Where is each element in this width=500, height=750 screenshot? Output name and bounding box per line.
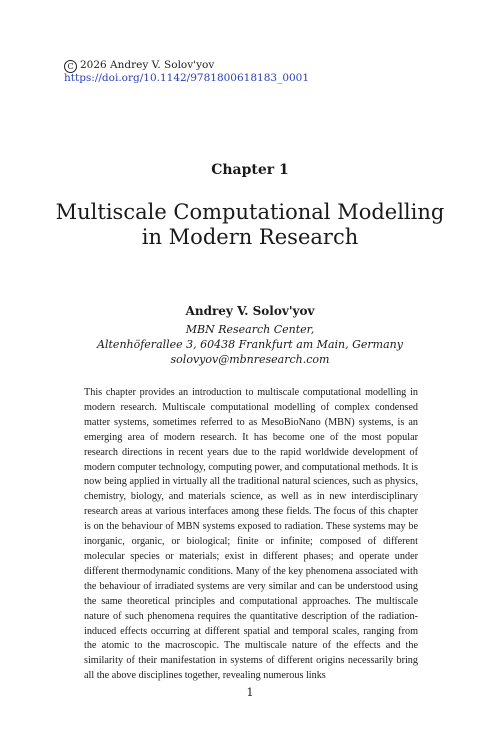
affiliation-line-1: MBN Research Center, — [185, 323, 315, 336]
abstract-paragraph: This chapter provides an introduction to multiscale computational modelling in modern research. Multiscale computational modelling of complex condensed matter systems, sometimes referred to as MesoBioNano (MBN) systems, is an emerging area of modern research. It has become one of the most popular research directions in recent years due to the rapid worldwide development of modern computer technology, computing power, and computational methods. It is now being applied in virtually all the traditional natural sciences, such as physics, chemistry, biology, and materials science, as well as in new interdisciplinary research areas at various interfaces among these fields. The focus of this chapter is on the behaviour of MBN systems exposed to radiation. These systems may be inorganic, organic, or biological; finite or infinite; composed of different molecular species or materials; exist in different phases; and operate under different thermodynamic conditions. Many of the key phenomena associated with the behaviour of irradiated systems are very similar and can be understood using the same theoretical principles and computational approaches. The multiscale nature of such phenomena requires the quantitative description of the radiation-induced effects occurring at different spatial and temporal scales, ranging from the atomic to the macroscopic. The multiscale nature of the effects and the similarity of their manifestation in systems of different origins necessarily bring all the above disciplines together, revealing numerous links — [84, 387, 418, 682]
affiliation-line-2: Altenhöferallee 3, 60438 Frankfurt am Main, Germany — [97, 338, 403, 351]
page-number: 1 — [246, 686, 254, 699]
author-email: solovyov@mbnresearch.com — [170, 353, 330, 366]
doi-link[interactable]: https://doi.org/10.1142/9781800618183_0001 — [64, 72, 310, 84]
chapter-title-line-1: Multiscale Computational Modelling — [55, 200, 445, 224]
author-affiliation — [40, 322, 460, 367]
chapter-label: Chapter 1 — [211, 162, 289, 178]
copyright-notice — [64, 58, 214, 73]
chapter-title-line-2: in Modern Research — [141, 225, 359, 249]
copyright-icon: C — [64, 60, 77, 73]
author-name: Andrey V. Solov'yov — [185, 304, 315, 318]
chapter-title — [40, 200, 460, 250]
copyright-text: 2026 Andrey V. Solov'yov — [80, 59, 215, 71]
